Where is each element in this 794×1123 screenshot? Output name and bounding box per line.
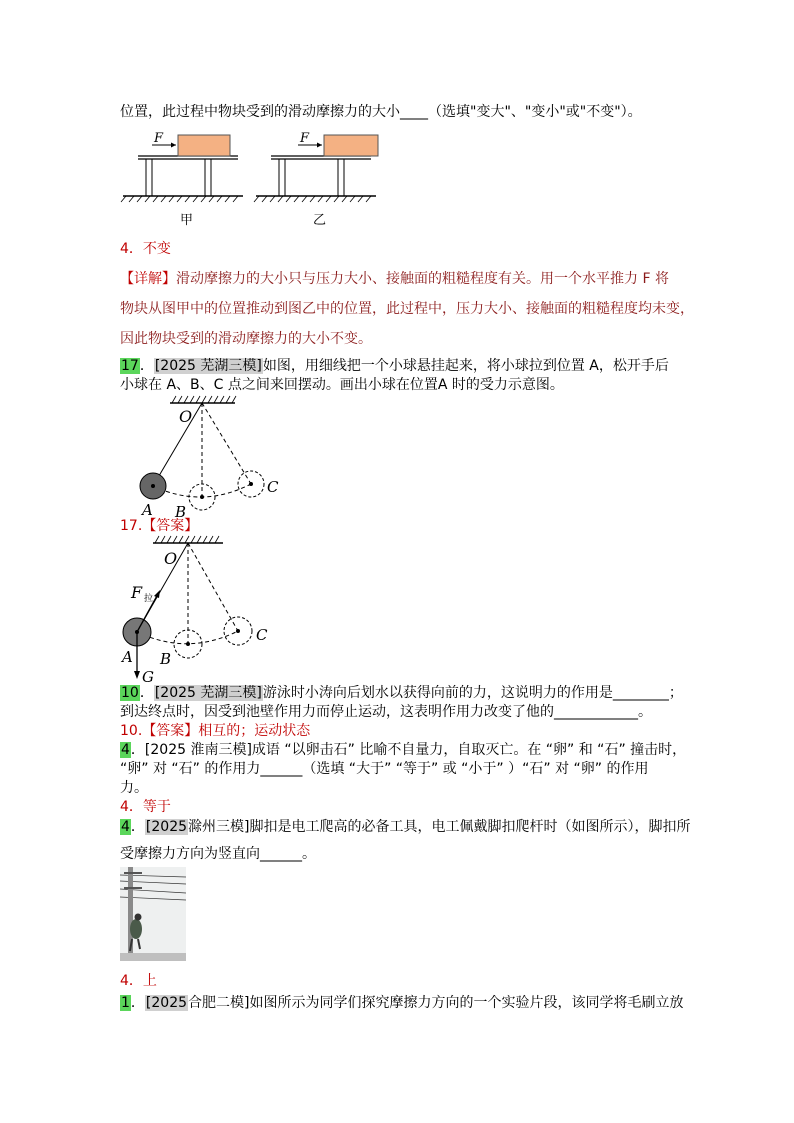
- answer-4b: 4．等于: [120, 799, 171, 815]
- question-source: [2025: [145, 995, 188, 1011]
- label-tension-sub: 拉: [144, 594, 154, 604]
- force-label-yi: F: [300, 131, 310, 146]
- label-g: G: [142, 668, 154, 684]
- detail-line-3: 因此物块受到的滑动摩擦力的大小不变。: [120, 331, 372, 347]
- question-10-text-1: 游泳时小涛向后划水以获得向前的力，这说明力的作用是________；: [262, 685, 683, 701]
- question-10-line-2: 到达终点时，因受到池壁作用力而停止运动，这表明作用力改变了他的____________。: [120, 704, 652, 720]
- question-4c-line-2: 受摩擦力方向为竖直向______。: [120, 846, 316, 862]
- label-yi: 乙: [313, 213, 327, 228]
- question-source: [2025 芜湖三模]: [154, 685, 262, 701]
- question-1-line-1: 1．[2025合肥二模]如图所示为同学们探究摩擦力方向的一个实验片段，该同学将毛刷立放: [121, 995, 684, 1011]
- block-table-figure: [118, 128, 388, 228]
- question-17-line-1: 17．[2025 芜湖三模]如图，用细线把一个小球悬挂起来，将小球拉到位置 A，松开手后: [121, 358, 669, 374]
- question-17-line-2: 小球在 A、B、C 点之间来回摆动。画出小球在位置A 时的受力示意图。: [120, 377, 564, 393]
- label-a: A: [142, 501, 153, 519]
- question-number: 17: [121, 358, 139, 374]
- label-tension-f: F: [131, 583, 143, 602]
- label-o-answer: O: [164, 549, 178, 568]
- detail-line-2: 物块从图甲中的位置推动到图乙中的位置，此过程中，压力大小、接触面的粗糙程度均未变，: [120, 301, 694, 317]
- label-a-answer: A: [122, 648, 133, 666]
- question-17-text-1: 如图，用细线把一个小球悬挂起来，将小球拉到位置 A，松开手后: [262, 358, 669, 374]
- force-label-jia: F: [154, 131, 164, 146]
- label-b: B: [175, 503, 187, 520]
- question-10-line-1: 10．[2025 芜湖三模]游泳时小涛向后划水以获得向前的力，这说明力的作用是________；: [121, 685, 683, 701]
- question-source: [2025: [145, 819, 188, 835]
- label-c: C: [267, 478, 279, 496]
- question-4c-line-1: 4．[2025滁州三模]脚扣是电工爬高的必备工具，电工佩戴脚扣爬杆时（如图所示），脚扣所: [121, 819, 691, 835]
- question-4b-line-2: “卵” 对 “石” 的作用力______（选填 “大于” “等于” 或 “小于” ）“石” 对 “卵” 的作用: [120, 761, 649, 777]
- detail-text-1: 滑动摩擦力的大小只与压力大小、接触面的粗糙程度有关。用一个水平推力 F 将: [176, 271, 669, 287]
- q4-continuation-text: 位置，此过程中物块受到的滑动摩擦力的大小____（选填"变大"、"变小"或"不变"）。: [120, 104, 642, 120]
- question-4b-line-3: 力。: [120, 780, 148, 796]
- answer-4c: 4．上: [120, 973, 157, 989]
- label-c-answer: C: [256, 626, 268, 644]
- question-number: 10: [121, 685, 139, 701]
- question-number: 1: [121, 995, 130, 1011]
- question-4b-line-1: [120, 741, 686, 759]
- pendulum-answer-figure: [118, 534, 298, 684]
- answer-10: 10.【答案】相互的；运动状态: [120, 723, 311, 739]
- question-source: [2025 芜湖三模]: [154, 358, 262, 374]
- question-4c-text-1: 滁州三模]脚扣是电工爬高的必备工具，电工佩戴脚扣爬杆时（如图所示），脚扣所: [188, 819, 691, 835]
- label-jia: 甲: [180, 213, 194, 228]
- detail-tag: 【详解】: [120, 271, 176, 287]
- label-b-answer: B: [160, 650, 172, 668]
- pole-climber-photo: [120, 867, 186, 961]
- question-number: 4: [121, 742, 130, 758]
- answer-4: 4．不变: [120, 241, 171, 257]
- question-number: 4: [121, 819, 130, 835]
- answer-17: 17.【答案】: [120, 518, 199, 534]
- pendulum-figure: [130, 394, 300, 520]
- label-o: O: [179, 407, 193, 426]
- detail-line-1: [120, 270, 669, 288]
- question-1-text-1: 合肥二模]如图所示为同学们探究摩擦力方向的一个实验片段，该同学将毛刷立放: [188, 995, 684, 1011]
- question-4b-text-1: ．[2025 淮南三模]成语 “以卵击石” 比喻不自量力，自取灭亡。在 “卵” 和 “石” 撞击时，: [130, 742, 687, 758]
